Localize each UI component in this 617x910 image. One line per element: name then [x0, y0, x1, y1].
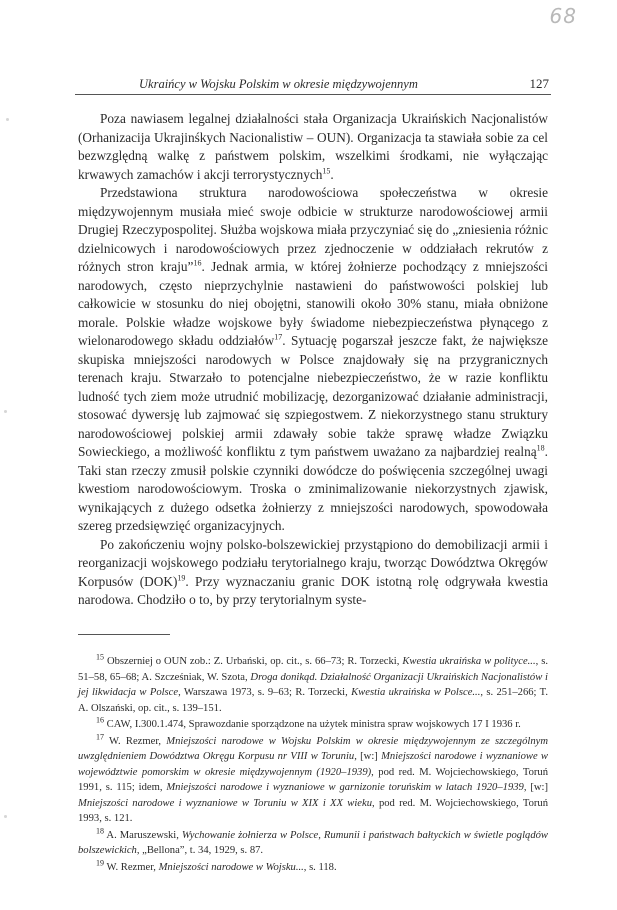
running-head — [77, 76, 549, 92]
italic-title: Droga donikąd. Działalność Organizacji Ukraińskich Nacjonalistów i jej likwidacja w Polsce — [78, 671, 549, 698]
text-run: , s. 251–266; T. A. Olszański, op. cit., s. 139–151. — [78, 687, 548, 714]
text-run: . — [330, 166, 334, 182]
footnote-ref: 18 — [536, 443, 545, 453]
italic-title: Mniejszości narodowe i wyznaniowe w województwie pomorskim w okresie międzywojennym (1920–1939) — [78, 751, 548, 778]
text-run: . Taki stan rzeczy zmusił polskie czynniki dowódcze do poświęcenia szczególnej uwagi kwestiom narodowościowym. Troska o zminimalizowanie niekorzystnych zjawisk, wynikających z dużego odsetka żołnierzy z mniejszości narodowych, spowodowała szereg przedsięwzięć organizacyjnych. — [78, 444, 548, 533]
footnote-ref: 16 — [96, 715, 104, 725]
footnote-separator — [78, 634, 170, 635]
scan-speck — [6, 118, 9, 121]
handwritten-page-mark: 68 — [549, 4, 577, 28]
body-text — [78, 110, 548, 610]
footnote-ref: 16 — [193, 258, 202, 268]
footnote-ref: 15 — [96, 652, 104, 662]
italic-title: Kwestia ukraińska w polityce... — [402, 656, 536, 667]
scan-speck — [4, 815, 7, 818]
text-run: , [w:] — [354, 751, 382, 762]
text-run: Po zakończeniu wojny polsko-bolszewickiej przystąpiono do demobilizacji armii i reorganizacji wojskowego podziału terytorialnego kraju, tworząc Dowództwa Okręgów Korpusów (DOK) — [78, 536, 548, 589]
footnote-ref: 17 — [274, 332, 283, 342]
text-run: CAW, I.300.1.474, Sprawozdanie sporządzone na użytek ministra spraw wojskowych 17 I 1936 r. — [104, 719, 521, 730]
footnote-ref: 19 — [96, 857, 104, 867]
italic-title: Wychowanie żołnierza w Polsce, Rumunii i państwach bałtyckich w świetle poglądów bolszewickich — [78, 829, 549, 856]
text-run: . Jednak armia, w której żołnierze pochodzący z mniejszości narodowych, często nieprzychylnie nastawieni do państwowości polskiej lub całkowicie w stosunku do niej obojętni, stanowili około 30% stanu, miała obniżone morale. Polskie władze wojskowe były świadome niebezpieczeństwa płynącego z wielonarodowego składu oddziałów — [78, 259, 549, 348]
page-number: 127 — [529, 76, 549, 91]
body-paragraph — [78, 184, 548, 536]
footnote-ref: 19 — [177, 573, 186, 583]
footnote — [78, 825, 549, 859]
body-paragraph — [78, 110, 548, 184]
text-run: , „Bellona”, t. 34, 1929, s. 87. — [136, 845, 264, 856]
text-run: . Sytuację pogarszał jeszcze fakt, że największe skupiska mniejszości narodowych w Polsce znajdowały się na przygranicznych terenach kraju. Stwarzało to potencjalne niebezpieczeństwo, że w razie konfliktu ludność tych ziem może utrudnić mobilizację, dezorganizować działanie administracji, stosować dywersję lub zajmować się szpiegostwem. Z niekorzystnego stanu struktury narodowościowej polskiej armii zdawały sobie także sprawę władze Związku Sowieckiego, a możliwość konfliktu z tym państwem uważano za najbardziej realną — [78, 333, 548, 459]
scan-speck — [4, 410, 7, 413]
italic-title: Kwestia ukraińska w Polsce... — [351, 687, 481, 698]
text-run: . Przy wyznaczaniu granic DOK istotną rolę odgrywała kwestia narodowa. Chodziło o to, by przy terytorialnym syste- — [78, 573, 549, 607]
text-run: Przedstawiona struktura narodowościowa społeczeństwa w okresie międzywojennym musiała mieć swoje odbicie w strukturze narodowościowej armii Drugiej Rzeczypospolitej. Służba wojskowa miała przyczyniać się do „zniesienia różnic dzielnicowych i narodowościowych przez zjednoczenie w oddziałach rekrutów z różnych stron kraju” — [78, 185, 548, 274]
italic-title: Mniejszości narodowe i wyznaniowe w Toruniu w XIX i XX wieku — [78, 797, 372, 809]
footnote — [78, 857, 548, 876]
running-head-title: Ukraińcy w Wojsku Polskim w okresie międzywojennym — [139, 77, 418, 91]
text-run: W. Rezmer, — [104, 735, 167, 747]
footnote-ref: 17 — [96, 731, 104, 741]
text-run: , Warszawa 1973, s. 9–63; R. Torzecki, — [178, 687, 352, 698]
footnote — [78, 654, 548, 716]
footnote-ref: 18 — [96, 825, 104, 835]
footnote — [78, 731, 549, 827]
text-run: A. Maruszewski, — [104, 829, 182, 841]
text-run: , s. 118. — [303, 861, 337, 873]
text-run: , pod red. M. Wojciechowskiego, Toruń 1991, s. 115; idem, — [78, 766, 548, 793]
text-run: , pod red. M. Wojciechowskiego, Toruń 1993, s. 121. — [78, 797, 548, 824]
italic-title: Mniejszości narodowe i wyznaniowe w garnizonie toruńskim w latach 1920–1939 — [166, 782, 524, 793]
italic-title: Mniejszości narodowe w Wojsku Polskim w okresie międzywojennym ze szczególnym uwzględnieniem Dowództwa Okręgu Korpusu nr VIII w Toruniu — [78, 735, 548, 762]
text-run: W. Rezmer, — [104, 861, 159, 873]
body-paragraph — [78, 536, 548, 610]
italic-title: Mniejszości narodowe w Wojsku... — [158, 861, 304, 873]
text-run: , s. 51–58, 65–68; A. Szcześniak, W. Szota, — [78, 656, 548, 683]
footnotes — [78, 654, 548, 876]
text-run: Obszerniej o OUN zob.: Z. Urbański, op. cit., s. 66–73; R. Torzecki, — [104, 656, 403, 667]
footnote-ref: 15 — [322, 166, 331, 176]
footnote — [78, 717, 548, 733]
text-run: , [w:] — [523, 782, 549, 793]
header-rule — [75, 94, 551, 95]
text-run: Poza nawiasem legalnej działalności stała Organizacja Ukraińskich Nacjonalistów (Orhanizacija Ukrajinśkych Nacionalistiw – OUN). Organizacja ta stawiała sobie za cel bezwzględną walkę z państwem polskim, wszelkimi środkami, nie wyłączając krwawych zamachów i akcji terrorystycznych — [78, 111, 548, 182]
